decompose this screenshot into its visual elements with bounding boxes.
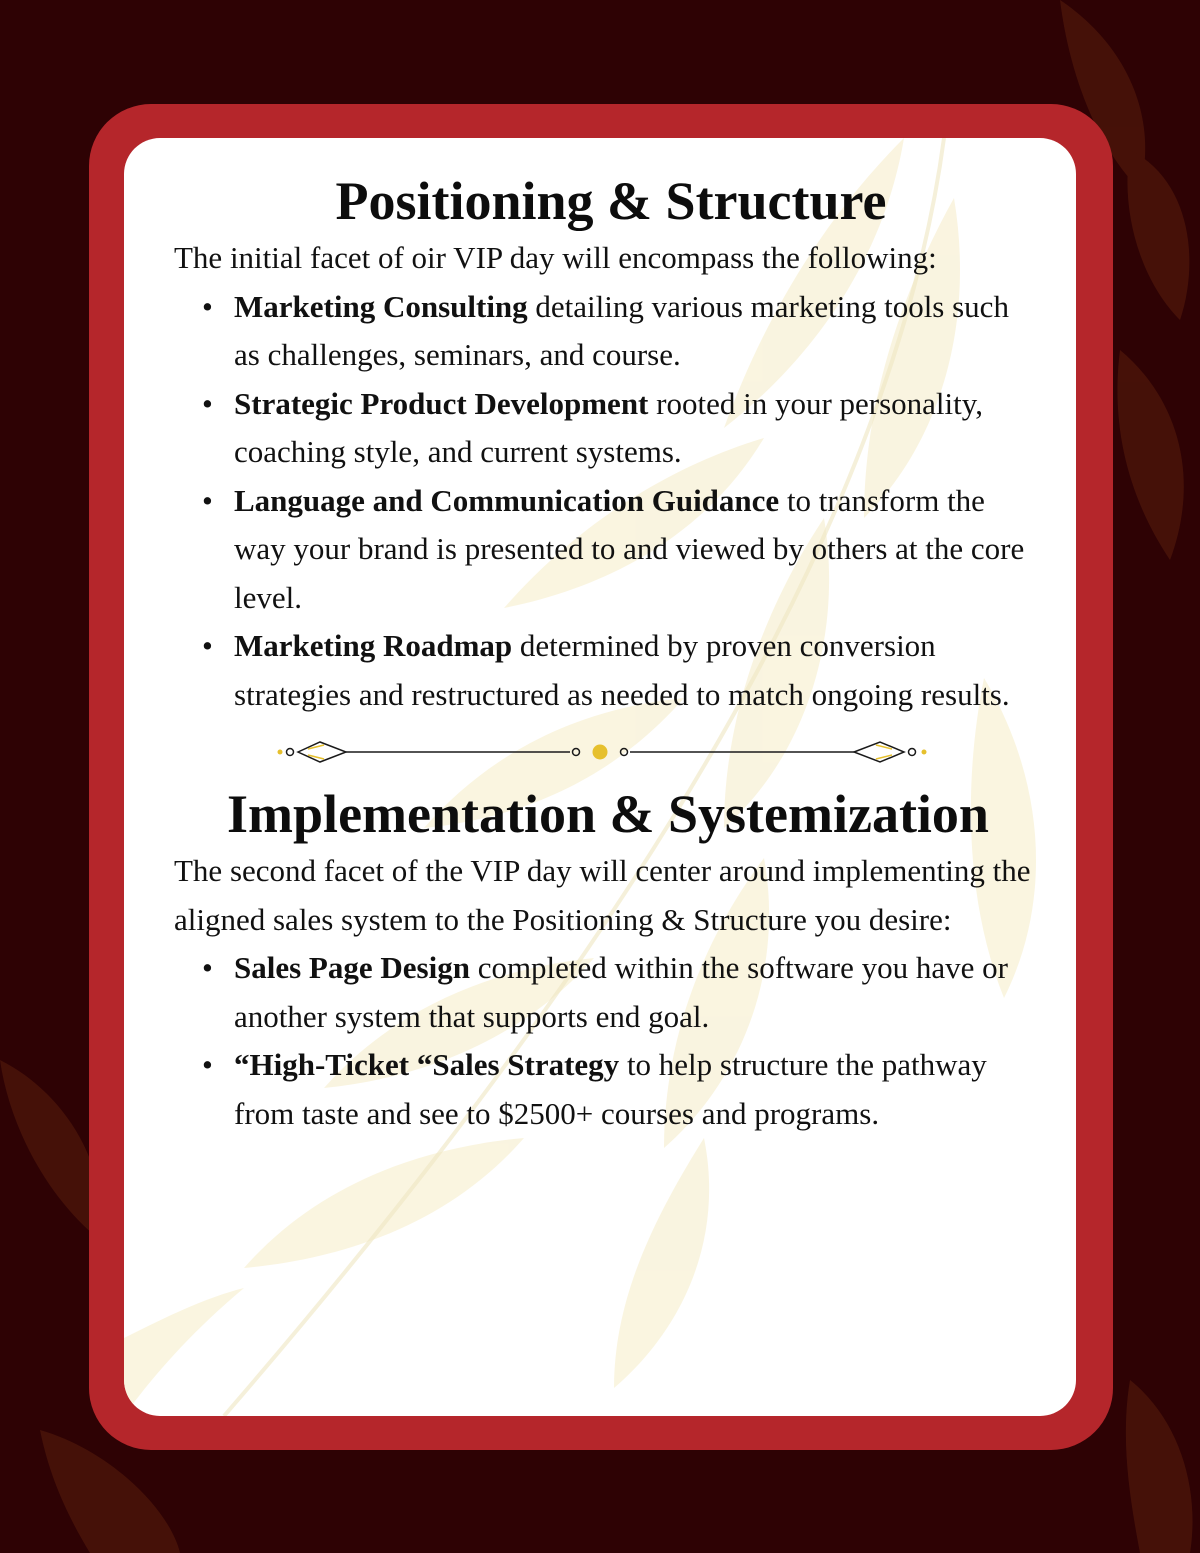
- item-text: completed within the software you have or another system that supports end goal.: [234, 950, 1008, 1034]
- card-content: [174, 168, 1034, 1138]
- ornamental-divider-icon: [274, 737, 934, 767]
- item-bold-label: “High-Ticket “Sales Strategy: [234, 1047, 620, 1082]
- list-item: [202, 1041, 1034, 1138]
- item-text: detailing various marketing tools such as challenges, seminars, and course.: [234, 288, 1009, 372]
- content-card: [124, 138, 1076, 1416]
- item-bold-label: Language and Communication Guidance: [234, 482, 780, 518]
- list-item: [202, 380, 1034, 477]
- bullet-dot-icon: •: [202, 1047, 213, 1082]
- list-item: [202, 944, 1034, 1041]
- item-bold-label: Strategic Product Development: [234, 385, 649, 421]
- section-intro-implementation: The second facet of the VIP day will center around implementing the aligned sales system to the Positioning & Structure you desire:: [174, 853, 1031, 937]
- positioning-list: [174, 283, 1034, 720]
- item-text: determined by proven conversion strategies and restructured as needed to match ongoing results.: [234, 628, 1010, 712]
- list-item: [202, 622, 1034, 719]
- section-title-positioning: Positioning & Structure: [335, 171, 887, 231]
- item-text: to transform the way your brand is presented to and viewed by others at the core level.: [234, 482, 1025, 615]
- item-bold-label: Marketing Consulting: [234, 288, 528, 324]
- section-title-implementation: Implementation & Systemization: [227, 784, 989, 844]
- bullet-dot-icon: •: [202, 482, 213, 518]
- bullet-dot-icon: •: [202, 628, 213, 663]
- item-bold-label: Sales Page Design: [234, 950, 470, 985]
- bullet-dot-icon: •: [202, 950, 213, 985]
- section-intro-positioning: The initial facet of oir VIP day will encompass the following:: [174, 240, 937, 275]
- bullet-dot-icon: •: [202, 288, 213, 324]
- item-bold-label: Marketing Roadmap: [234, 628, 513, 663]
- item-text: to help structure the pathway from taste and see to $2500+ courses and programs.: [234, 1047, 987, 1131]
- implementation-list: [174, 944, 1034, 1138]
- list-item: [202, 283, 1034, 380]
- bullet-dot-icon: •: [202, 385, 213, 421]
- list-item: [202, 477, 1034, 623]
- item-text: rooted in your personality, coaching style, and current systems.: [234, 385, 984, 469]
